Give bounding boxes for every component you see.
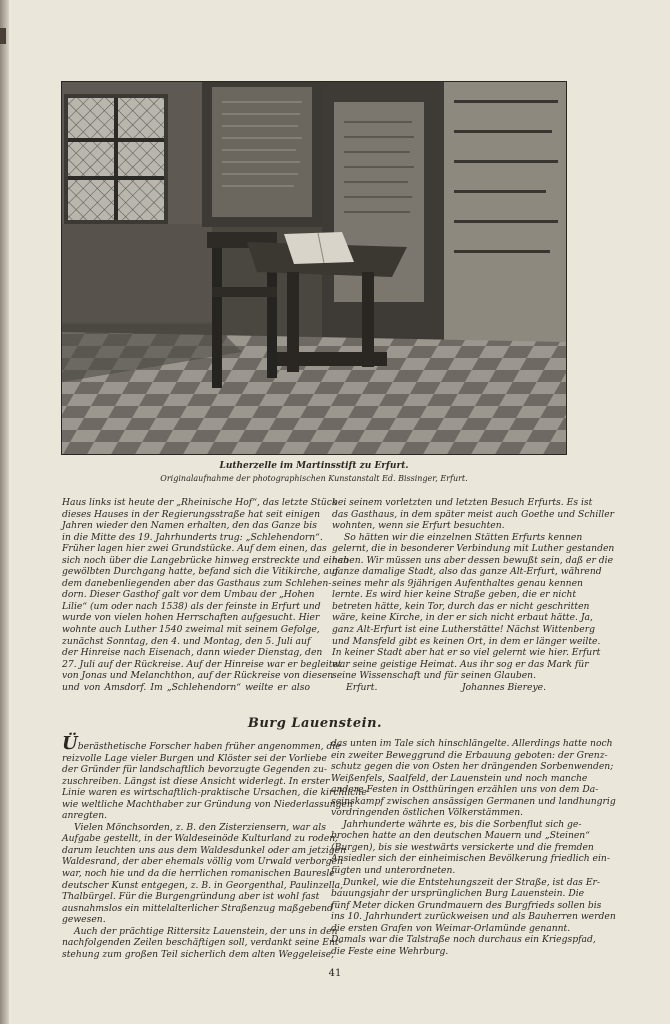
article2-column-right	[331, 738, 616, 957]
text-line: Jahren wieder den Namen erhalten, den das Ganze bis	[62, 520, 317, 532]
text-line: wohnten, wenn sie Erfurt besuchten.	[332, 520, 505, 532]
text-line: Jahrhunderte währte es, bis die Sorbenflut sich ge-	[343, 818, 582, 830]
text-line: Haus links ist heute der „Rheinische Hof“, das letzte Stück	[62, 497, 338, 508]
text-line: vordringenden östlichen Völkerstämmen.	[331, 807, 524, 819]
text-line: seinskampf zwischen ansässigen Germanen und landhungrig	[331, 795, 616, 807]
text-line: Damals war die Talstraße noch durchaus ein Kriegspfad,	[331, 934, 596, 946]
text-line: zuschreiben. Längst ist diese Ansicht widerlegt. In erster	[62, 775, 330, 787]
text-line: bei seinem vorletzten und letzten Besuch Erfurts. Es ist	[332, 497, 593, 508]
text-line: Weißenfels, Saalfeld, der Lauenstein und noch manche	[331, 772, 588, 784]
photo-illustration	[62, 82, 566, 454]
article1-column-right	[332, 497, 615, 693]
signature-author: Johannes Biereye.	[461, 681, 546, 693]
text-line: andere Festen in Ostthüringen erzählen uns von dem Da-	[331, 784, 599, 796]
text-line: gelernt, die in besonderer Verbindung mit Luther gestanden	[332, 543, 615, 555]
text-line-rest: berästhetische Forscher haben früher angenommen, die	[77, 741, 341, 752]
text-line: Dunkel, wie die Entstehungszeit der Straße, ist das Er-	[343, 876, 601, 888]
text-line: von Jonas und Melanchthon, auf der Rückreise von diesen	[62, 670, 334, 682]
text-line: wie weltliche Machthaber zur Gründung von Niederlassungen	[62, 798, 353, 810]
text-line: gewesen.	[62, 914, 106, 926]
text-line: (Burgen), bis sie westwärts versickerte und die fremden	[331, 841, 594, 853]
text-line: und Mansfeld gibt es keinen Ort, in dem er länger weilte.	[332, 635, 601, 647]
photo-caption-title: Lutherzelle im Martinsstift zu Erfurt.	[219, 461, 409, 471]
text-line: wäre, keine Kirche, in der er sich nicht erbaut hätte. Ja,	[332, 612, 593, 624]
drop-cap: Ü	[62, 733, 78, 754]
text-line: wurde von vielen hohen Herrschaften aufgesucht. Hier	[62, 612, 320, 624]
text-line: ein zweiter Beweggrund die Erbauung geboten: der Grenz-	[331, 749, 608, 761]
text-line: Früher lagen hier zwei Grundstücke. Auf dem einen, das	[62, 543, 327, 555]
text-line: reizvolle Lage vieler Burgen und Klöster sei der Vorliebe	[62, 752, 327, 764]
article2-column-left	[62, 733, 367, 960]
text-line: Lilie“ (um oder nach 1538) als der feinste in Erfurt und	[62, 600, 321, 612]
text-line: schutz gegen die von Osten her drängenden Sorbenwenden;	[331, 761, 614, 773]
text-line: dorn. Dieser Gasthof galt vor dem Umbau der „Hohen	[62, 589, 315, 601]
text-line: ins 10. Jahrhundert zurückweisen und als Bauherren werden	[331, 911, 616, 923]
signature-line	[332, 682, 568, 694]
article2-title: Burg Lauenstein.	[247, 716, 383, 731]
text-line: ganz Alt-Erfurt ist eine Lutherstätte! Nächst Wittenberg	[332, 624, 595, 636]
text-line: gewölbten Durchgang hatte, befand sich die Vitikirche, auf	[62, 566, 339, 578]
text-line: wohnte auch Luther 1540 zweimal mit seinem Gefolge,	[62, 624, 320, 636]
signature-place: Erfurt.	[346, 681, 378, 693]
text-line: anregten.	[62, 810, 108, 822]
page-gutter	[0, 0, 9, 1024]
text-line: fünf Meter dicken Grundmauern des Burgfrieds sollen bis	[331, 899, 602, 911]
text-line: Ansiedler sich der einheimischen Bevölkerung friedlich ein-	[331, 853, 610, 865]
text-line	[62, 733, 341, 754]
binding-mark	[0, 28, 6, 44]
text-line: in die Mitte des 19. Jahrhunderts trug: „Schlehendorn“.	[62, 531, 323, 543]
text-line: Auch der prächtige Rittersitz Lauenstein, der uns in den	[74, 925, 338, 937]
text-line: das unten im Tale sich hinschlängelte. Allerdings hatte noch	[331, 738, 613, 749]
text-line: bauungsjahr der ursprünglichen Burg Lauenstein. Die	[331, 888, 585, 900]
text-line: darum leuchten uns aus dem Waldesdunkel oder am jetzigen	[62, 844, 347, 856]
text-line: deutscher Kunst entgegen, z. B. in Georgenthal, Paulinzella,	[62, 879, 344, 891]
text-line: Waldesrand, der aber ehemals völlig vom Urwald verborgen	[62, 856, 343, 868]
text-line: die ersten Grafen von Weimar-Orlamünde genannt.	[331, 922, 571, 934]
photograph-luther-cell	[62, 82, 566, 454]
text-line: ganze damalige Stadt, also das ganze Alt-Erfurt, während	[332, 566, 602, 578]
page-number: 41	[328, 968, 342, 979]
text-line: das Gasthaus, in dem später meist auch Goethe und Schiller	[332, 508, 615, 520]
text-line: So hätten wir die einzelnen Stätten Erfurts kennen	[344, 531, 583, 543]
text-line: und von Amsdorf. Im „Schlehendorn“ weilte er also	[62, 681, 310, 693]
text-line: In keiner Stadt aber hat er so viel gelernt wie hier. Erfurt	[332, 647, 601, 659]
text-line: der Gründer für landschaftlich bevorzugte Gegenden zu-	[62, 764, 328, 776]
text-line: sich noch über die Langebrücke hinweg erstreckte und einen	[62, 554, 349, 566]
text-line: fügten und unterordneten.	[331, 865, 456, 877]
text-line: brochen hatte an den deutschen Mauern und „Steinen“	[331, 830, 590, 842]
text-line: 27. Juli auf der Rückreise. Auf der Hinreise war er begleitet	[62, 658, 342, 670]
text-line: Linie waren es wirtschaftlich-praktische Ursachen, die kirchliche	[62, 787, 367, 799]
text-line: Thalbürgel. Für die Burgengründung aber ist wohl fast	[62, 891, 320, 903]
text-line: betreten hätte, kein Tor, durch das er nicht geschritten	[332, 600, 590, 612]
text-line: Vielen Mönchsorden, z. B. den Zisterziensern, war als	[74, 821, 326, 833]
text-line: nachfolgenden Zeilen beschäftigen soll, verdankt seine Ent-	[62, 937, 342, 949]
photo-caption-source: Originalaufnahme der photographischen Kunstanstalt Ed. Bissinger, Erfurt.	[160, 474, 468, 483]
text-line: stehung zum großen Teil sicherlich dem alten Weggeleise,	[62, 948, 335, 960]
text-line: zunächst Sonntag, den 4. und Montag, den 5. Juli auf	[62, 635, 311, 647]
text-line: lernte. Es wird hier keine Straße geben, die er nicht	[332, 589, 577, 601]
text-line: der Hinreise nach Eisenach, dann wieder Dienstag, den	[62, 647, 323, 659]
text-line: haben. Wir müssen uns aber dessen bewußt sein, daß er die	[332, 554, 614, 566]
text-line: seine Wissenschaft und für seinen Glauben.	[332, 670, 537, 682]
text-line: dieses Hauses in der Regierungsstraße hat seit einigen	[62, 508, 321, 520]
text-line: war seine geistige Heimat. Aus ihr sog er das Mark für	[332, 658, 589, 670]
text-line: die Feste eine Wehrburg.	[331, 945, 449, 957]
text-line: Aufgabe gestellt, in der Waldeseinöde Kulturland zu roden;	[62, 833, 339, 845]
text-line: ausnahmslos ein mittelalterlicher Straßenzug maßgebend	[62, 902, 333, 914]
article1-column-left	[62, 497, 349, 693]
text-line: war, noch hie und da die herrlichen romanischen Bauresle	[62, 868, 335, 880]
text-line: dem danebenliegenden aber das Gasthaus zum Schlehen-	[62, 577, 332, 589]
text-line: seines mehr als 9jährigen Aufenthaltes genau kennen	[332, 577, 583, 589]
